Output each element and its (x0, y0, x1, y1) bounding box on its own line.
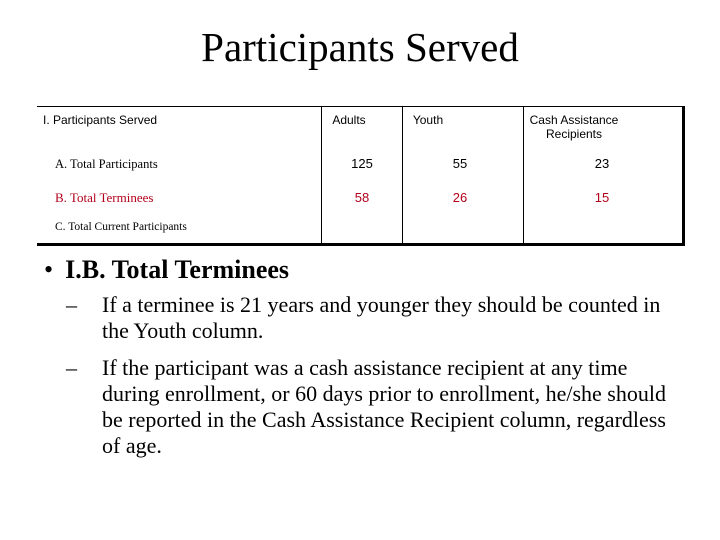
column-header-cash-assistance: Cash Assistance Recipients (529, 113, 619, 141)
bullet-marker: • (44, 255, 54, 284)
column-header-youth: Youth (412, 113, 444, 127)
row-label-total-terminees: B. Total Terminees (55, 190, 154, 205)
slide-title: Participants Served (201, 24, 519, 70)
column-divider (321, 107, 322, 243)
bullet-heading-text: I.B. Total Terminees (65, 255, 290, 284)
value-adults-terminees: 58 (354, 190, 370, 205)
bullet-heading (44, 254, 289, 286)
subpoint-text: If the participant was a cash assistance recipient at any time during enrollment, or 60 days prior to enrollment, he/she should be reported in the Cash Assistance Recipient column, regardless of age. (102, 355, 666, 458)
value-youth-participants: 55 (452, 156, 468, 171)
dash-marker: – (66, 292, 77, 317)
row-label-total-current: C. Total Current Participants (55, 221, 187, 233)
subpoint-text: If a terminee is 21 years and younger they should be counted in the Youth column. (102, 292, 661, 343)
value-cash-participants: 23 (594, 156, 610, 171)
subpoint-youth (66, 292, 686, 344)
value-cash-terminees: 15 (594, 190, 610, 205)
row-label-total-participants: A. Total Participants (55, 157, 158, 171)
value-youth-terminees: 26 (452, 190, 468, 205)
subpoint-cash-assistance (66, 355, 686, 465)
column-divider (402, 107, 403, 243)
column-header-adults: Adults (332, 113, 366, 127)
dash-marker: – (66, 355, 77, 380)
participants-table (37, 106, 685, 246)
value-adults-participants: 125 (351, 156, 373, 171)
table-section-header: I. Participants Served (43, 113, 158, 127)
